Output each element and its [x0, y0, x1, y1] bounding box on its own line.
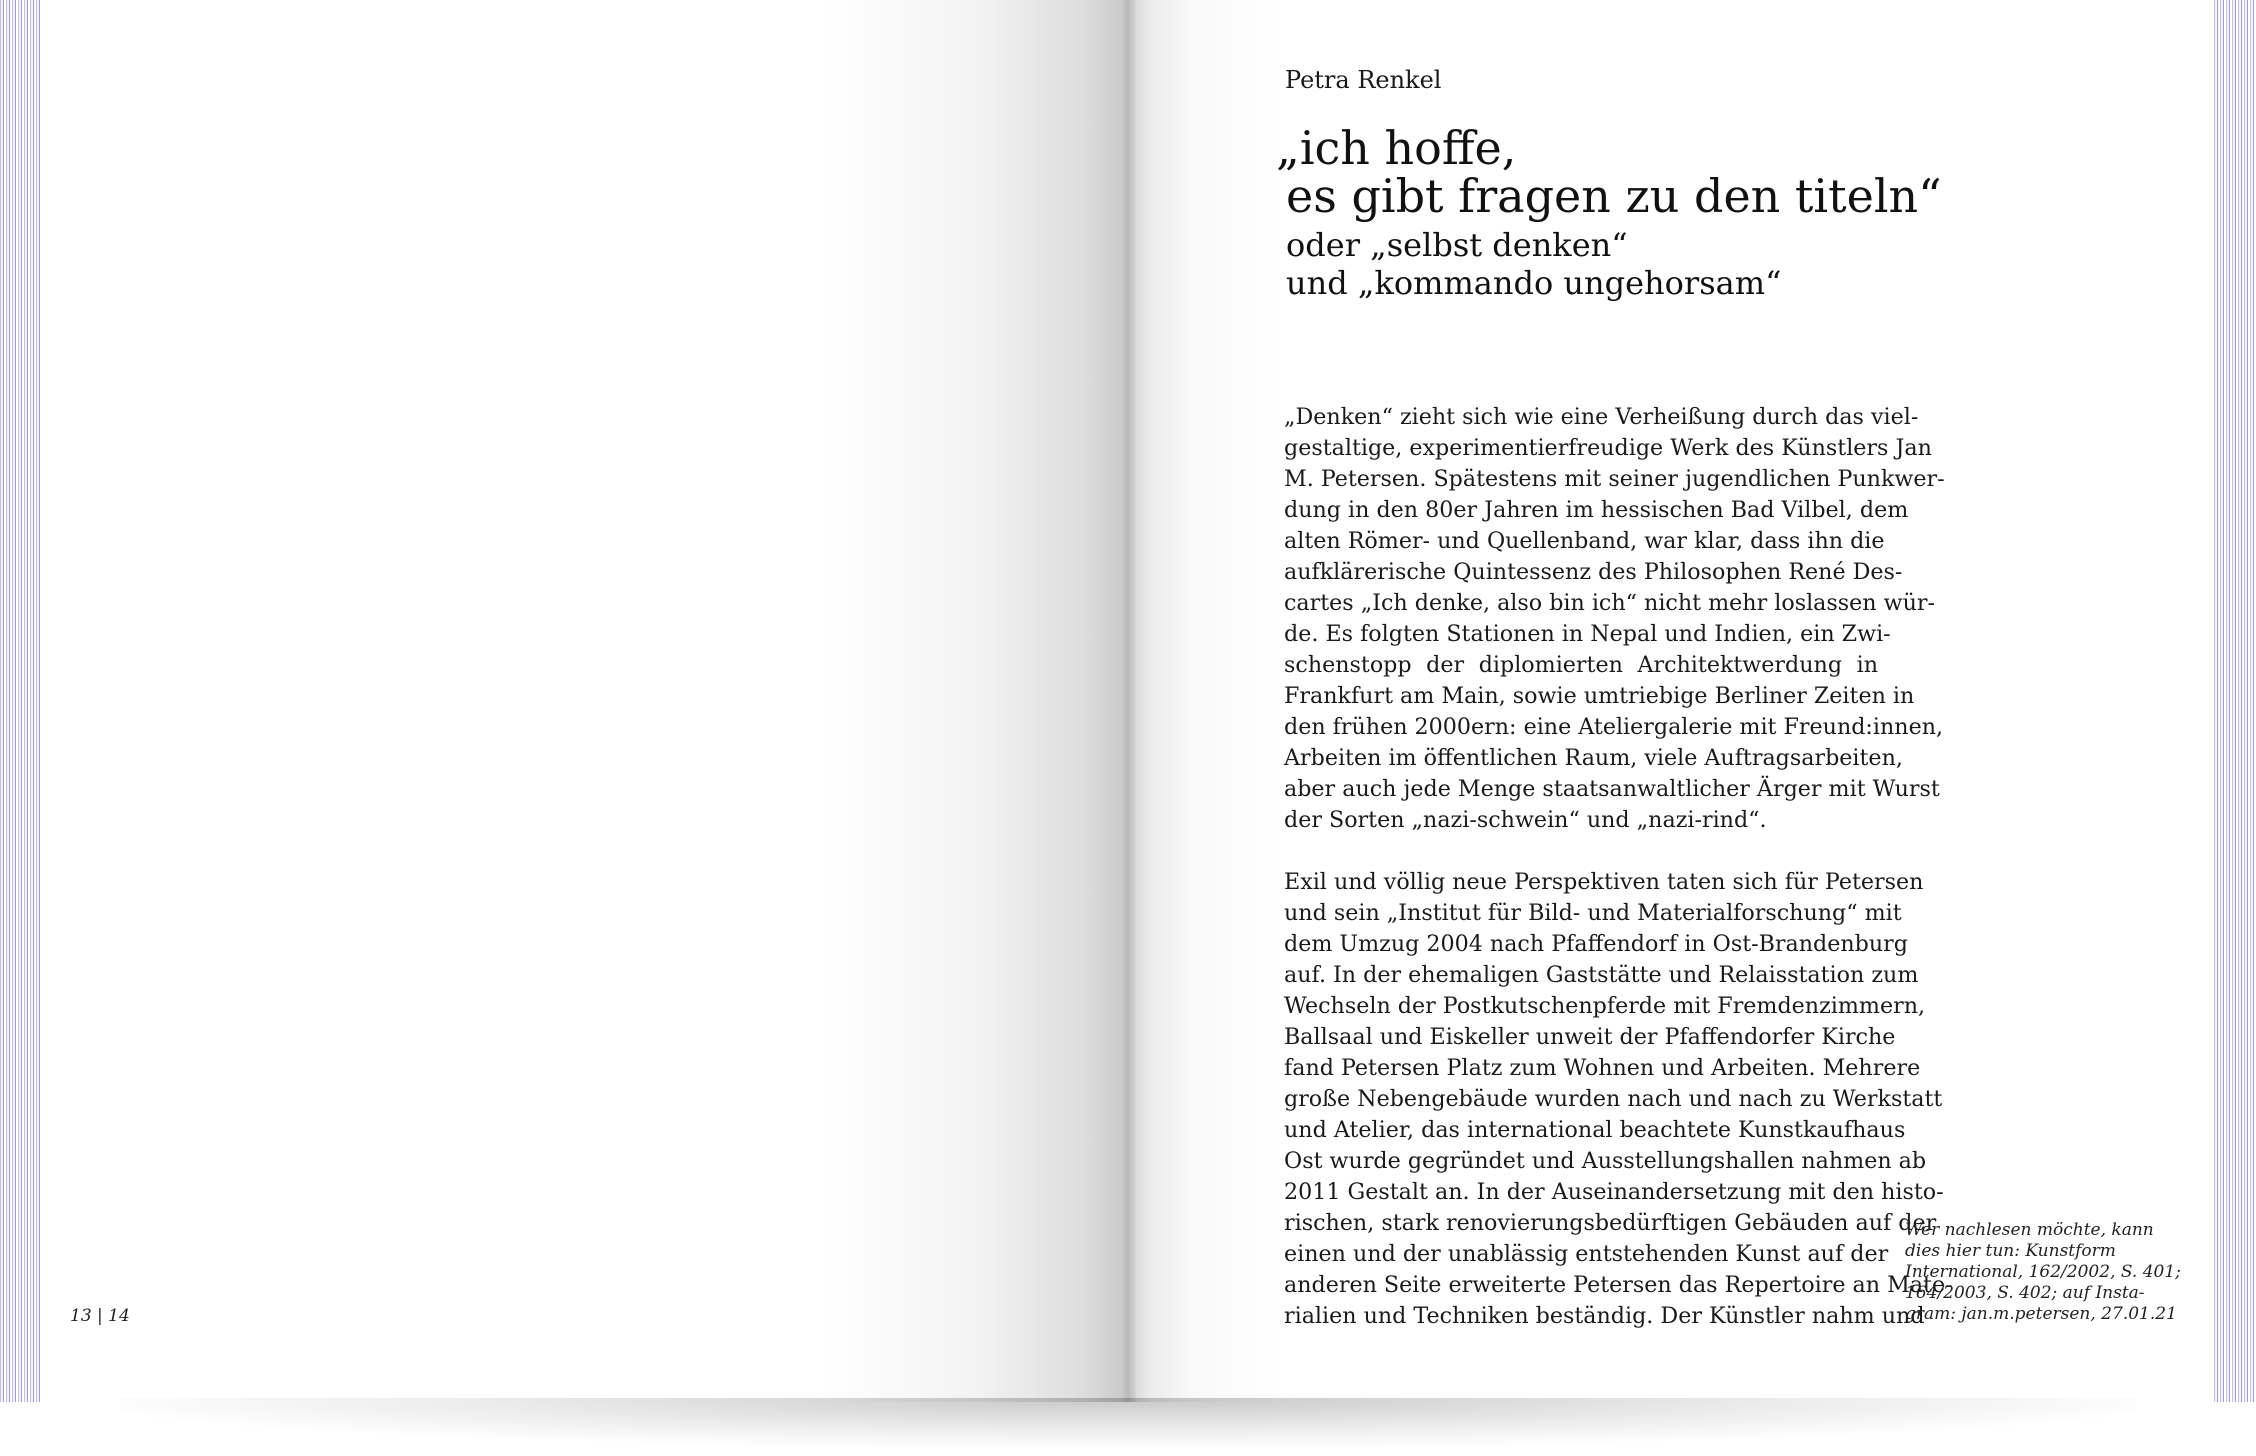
subtitle-line-2: und „kommando ungehorsam“ — [1286, 264, 1782, 302]
body-line: große Nebengebäude wurden nach und nach zu Werkstatt — [1284, 1086, 1943, 1112]
margin-note-line: dies hier tun: Kunstform — [1905, 1241, 2116, 1261]
body-line: schenstopp der diplomierten Architektwerdung in — [1284, 652, 1878, 678]
body-line: auf. In der ehemaligen Gaststätte und Relaisstation zum — [1284, 962, 1919, 988]
margin-note-line: Wer nachlesen möchte, kann — [1905, 1220, 2154, 1240]
body-line: der Sorten „nazi-schwein“ und „nazi-rind“. — [1284, 807, 1767, 833]
margin-note-line: 164/2003, S. 402; auf Insta- — [1905, 1283, 2145, 1303]
body-line: fand Petersen Platz zum Wohnen und Arbeiten. Mehrere — [1284, 1055, 1921, 1081]
body-paragraph-2 — [1284, 867, 1953, 1332]
body-line: rialien und Techniken beständig. Der Künstler nahm und — [1284, 1303, 1925, 1329]
left-page-edges — [0, 0, 42, 1402]
book-shadow — [120, 1398, 2136, 1446]
body-line: aber auch jede Menge staatsanwaltlicher Ärger mit Wurst — [1284, 776, 1940, 802]
body-line: dem Umzug 2004 nach Pfaffendorf in Ost-Brandenburg — [1284, 931, 1908, 957]
title-line-1: „ich hoffe, — [1276, 121, 1517, 175]
body-line: rischen, stark renovierungsbedürftigen Gebäuden auf der — [1284, 1210, 1937, 1236]
book-gutter — [1120, 0, 1136, 1402]
body-line: Ballsaal und Eiskeller unweit der Pfaffendorfer Kirche — [1284, 1024, 1896, 1050]
author-name: Petra Renkel — [1285, 66, 1442, 94]
body-line: Exil und völlig neue Perspektiven taten sich für Petersen — [1284, 869, 1924, 895]
left-page — [42, 0, 1128, 1402]
article-title — [1276, 121, 1942, 223]
body-line: 2011 Gestalt an. In der Auseinandersetzung mit den histo- — [1284, 1179, 1944, 1205]
margin-note-line: gram: jan.m.petersen, 27.01.21 — [1905, 1304, 2177, 1324]
article-subtitle — [1286, 226, 1781, 302]
body-line: dung in den 80er Jahren im hessischen Bad Vilbel, dem — [1284, 497, 1909, 523]
body-line: Ost wurde gegründet und Ausstellungshallen nahmen ab — [1284, 1148, 1927, 1174]
body-line: Wechseln der Postkutschenpferde mit Fremdenzimmern, — [1284, 993, 1926, 1019]
body-line: alten Römer- und Quellenband, war klar, dass ihn die — [1284, 528, 1885, 554]
article-body — [1284, 402, 1953, 1332]
body-line: M. Petersen. Spätestens mit seiner jugendlichen Punkwer- — [1284, 466, 1945, 492]
subtitle-line-1: oder „selbst denken“ — [1286, 226, 1628, 264]
body-line: Frankfurt am Main, sowie umtriebige Berliner Zeiten in — [1284, 683, 1915, 709]
body-line: Arbeiten im öffentlichen Raum, viele Auftragsarbeiten, — [1284, 745, 1903, 771]
margin-note-line: International, 162/2002, S. 401; — [1905, 1262, 2181, 1282]
title-line-2: es gibt fragen zu den titeln“ — [1286, 169, 1942, 223]
body-line: den frühen 2000ern: eine Ateliergalerie mit Freund:innen, — [1284, 714, 1944, 740]
page-numbers: 13 | 14 — [70, 1306, 130, 1326]
body-line: anderen Seite erweiterte Petersen das Repertoire an Mate- — [1284, 1272, 1953, 1298]
margin-note — [1905, 1220, 2181, 1325]
body-line: und sein „Institut für Bild- und Materialforschung“ mit — [1284, 900, 1902, 926]
body-line: cartes „Ich denke, also bin ich“ nicht mehr loslassen wür- — [1284, 590, 1936, 616]
body-paragraph-1 — [1284, 402, 1945, 836]
body-line: einen und der unablässig entstehenden Kunst auf der — [1284, 1241, 1889, 1267]
body-line: und Atelier, das international beachtete Kunstkaufhaus — [1284, 1117, 1906, 1143]
body-line: de. Es folgten Stationen in Nepal und Indien, ein Zwi- — [1284, 621, 1891, 647]
body-line: gestaltige, experimentierfreudige Werk des Künstlers Jan — [1284, 435, 1932, 461]
body-line: aufklärerische Quintessenz des Philosophen René Des- — [1284, 559, 1903, 585]
body-line: „Denken“ zieht sich wie eine Verheißung durch das viel- — [1284, 404, 1919, 430]
right-page-edges — [2214, 0, 2256, 1402]
